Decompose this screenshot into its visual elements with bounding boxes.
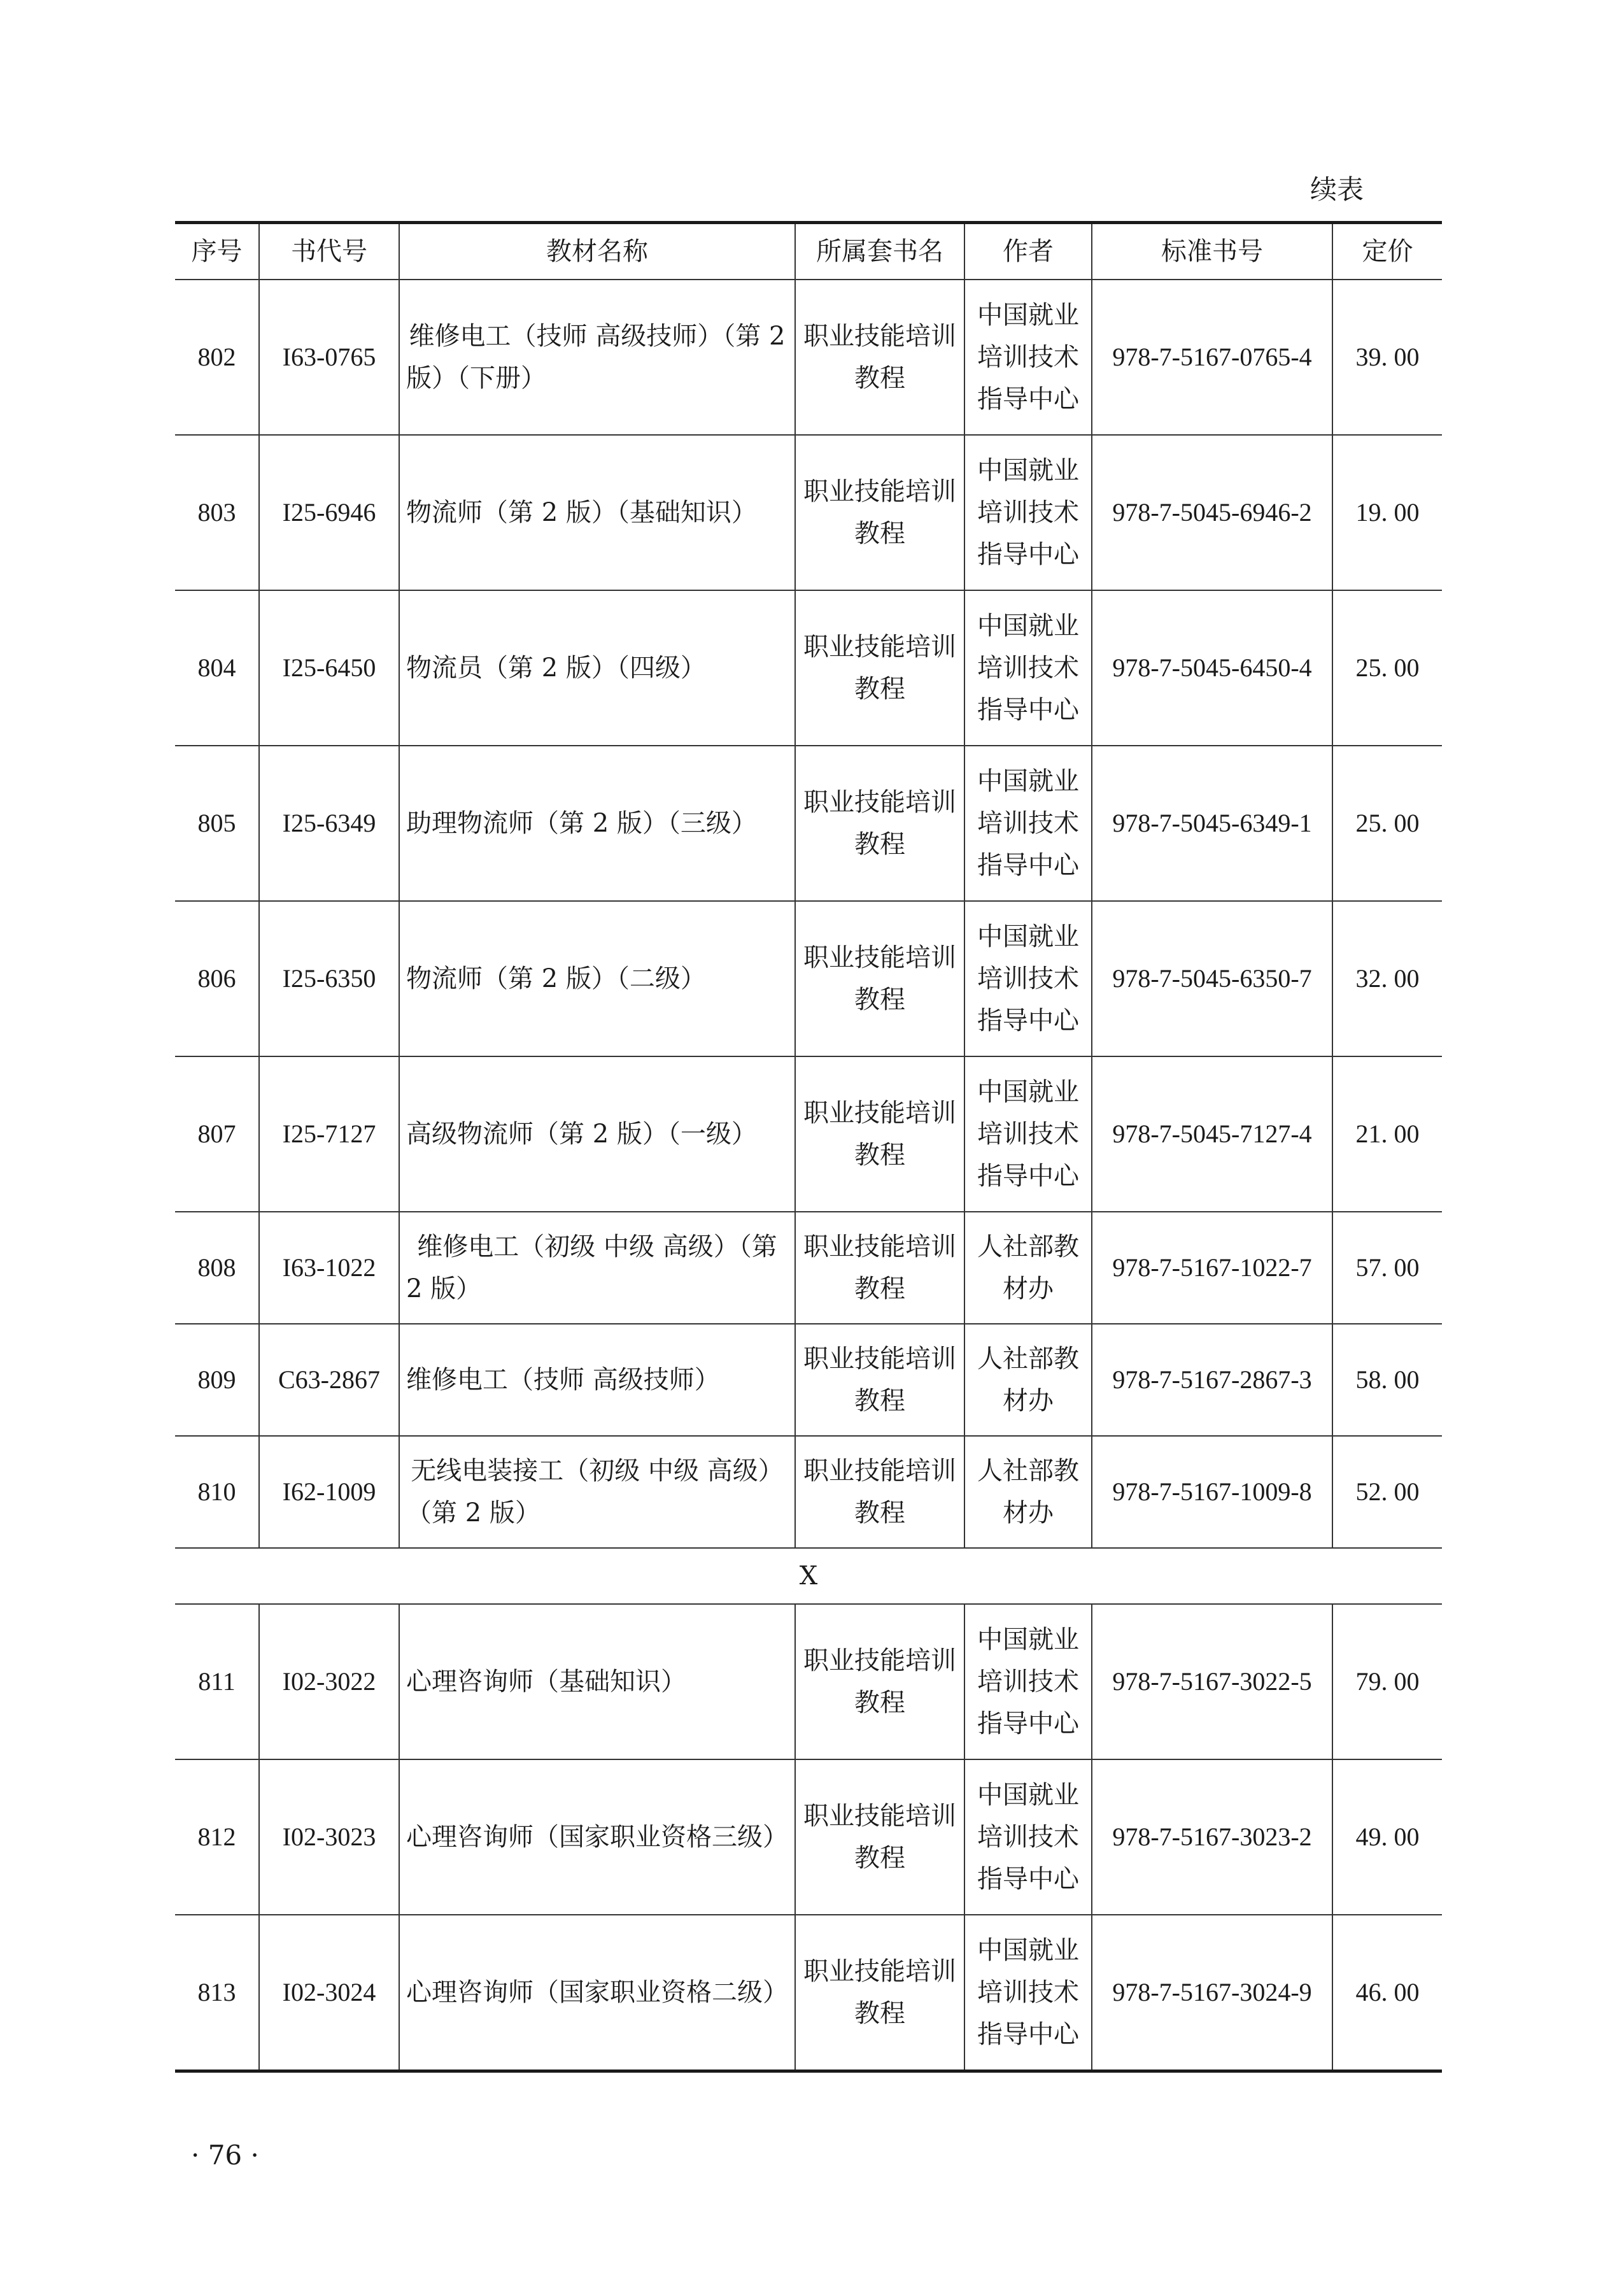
serial-cell: 807: [175, 1056, 259, 1212]
book-code-cell: I25-7127: [259, 1056, 399, 1212]
header-title: 教材名称: [399, 223, 795, 280]
series-cell: 职业技能培训教程: [795, 590, 964, 746]
title-cell: 无线电装接工（初级 中级 高级）（第 2 版）: [399, 1436, 795, 1548]
isbn-cell: 978-7-5045-7127-4: [1092, 1056, 1332, 1212]
title-cell: 心理咨询师（基础知识）: [399, 1604, 795, 1759]
serial-cell: 802: [175, 280, 259, 435]
table-row: [175, 1212, 1442, 1324]
series-cell: 职业技能培训教程: [795, 1915, 964, 2071]
table-row: [175, 1759, 1442, 1915]
table-row: [175, 1436, 1442, 1548]
table-row: [175, 746, 1442, 901]
book-code-cell: I63-1022: [259, 1212, 399, 1324]
series-cell: 职业技能培训教程: [795, 1324, 964, 1436]
series-cell: 职业技能培训教程: [795, 1759, 964, 1915]
price-cell: 58. 00: [1332, 1324, 1442, 1436]
serial-cell: 804: [175, 590, 259, 746]
table-row: [175, 1324, 1442, 1436]
title-cell: 物流师（第 2 版）（二级）: [399, 901, 795, 1056]
textbook-catalog-table: [175, 221, 1442, 2073]
price-cell: 39. 00: [1332, 280, 1442, 435]
series-cell: 职业技能培训教程: [795, 1056, 964, 1212]
price-cell: 32. 00: [1332, 901, 1442, 1056]
isbn-cell: 978-7-5045-6349-1: [1092, 746, 1332, 901]
isbn-cell: 978-7-5167-3022-5: [1092, 1604, 1332, 1759]
section-row: [175, 1548, 1442, 1604]
serial-cell: 811: [175, 1604, 259, 1759]
serial-cell: 812: [175, 1759, 259, 1915]
rows-group-top: [175, 280, 1442, 1548]
header-serial: 序号: [175, 223, 259, 280]
header-isbn: 标准书号: [1092, 223, 1332, 280]
isbn-cell: 978-7-5045-6450-4: [1092, 590, 1332, 746]
author-cell: 中国就业培训技术指导中心: [964, 435, 1092, 590]
title-cell: 维修电工（技师 高级技师）: [399, 1324, 795, 1436]
table-row: [175, 901, 1442, 1056]
table-row: [175, 280, 1442, 435]
author-cell: 中国就业培训技术指导中心: [964, 746, 1092, 901]
author-cell: 人社部教材办: [964, 1212, 1092, 1324]
book-code-cell: C63-2867: [259, 1324, 399, 1436]
author-cell: 中国就业培训技术指导中心: [964, 901, 1092, 1056]
series-cell: 职业技能培训教程: [795, 435, 964, 590]
title-cell: 物流员（第 2 版）（四级）: [399, 590, 795, 746]
rows-group-bottom: [175, 1604, 1442, 2071]
title-cell: 高级物流师（第 2 版）（一级）: [399, 1056, 795, 1212]
header-book-code: 书代号: [259, 223, 399, 280]
author-cell: 中国就业培训技术指导中心: [964, 590, 1092, 746]
price-cell: 46. 00: [1332, 1915, 1442, 2071]
author-cell: 中国就业培训技术指导中心: [964, 1915, 1092, 2071]
section-letter: X: [175, 1548, 1442, 1604]
book-code-cell: I62-1009: [259, 1436, 399, 1548]
price-cell: 52. 00: [1332, 1436, 1442, 1548]
book-code-cell: I25-6350: [259, 901, 399, 1056]
table-row: [175, 435, 1442, 590]
series-cell: 职业技能培训教程: [795, 746, 964, 901]
header-price: 定价: [1332, 223, 1442, 280]
book-code-cell: I63-0765: [259, 280, 399, 435]
price-cell: 49. 00: [1332, 1759, 1442, 1915]
series-cell: 职业技能培训教程: [795, 1604, 964, 1759]
isbn-cell: 978-7-5167-1009-8: [1092, 1436, 1332, 1548]
price-cell: 19. 00: [1332, 435, 1442, 590]
book-code-cell: I25-6349: [259, 746, 399, 901]
table-row: [175, 590, 1442, 746]
serial-cell: 808: [175, 1212, 259, 1324]
price-cell: 79. 00: [1332, 1604, 1442, 1759]
serial-cell: 809: [175, 1324, 259, 1436]
price-cell: 57. 00: [1332, 1212, 1442, 1324]
table-row: [175, 1056, 1442, 1212]
series-cell: 职业技能培训教程: [795, 1212, 964, 1324]
continued-label: 续表: [1310, 174, 1364, 205]
author-cell: 中国就业培训技术指导中心: [964, 1056, 1092, 1212]
title-cell: 心理咨询师（国家职业资格二级）: [399, 1915, 795, 2071]
author-cell: 人社部教材办: [964, 1436, 1092, 1548]
table-row: [175, 1915, 1442, 2071]
table-row: [175, 1604, 1442, 1759]
title-cell: 心理咨询师（国家职业资格三级）: [399, 1759, 795, 1915]
author-cell: 中国就业培训技术指导中心: [964, 280, 1092, 435]
isbn-cell: 978-7-5167-0765-4: [1092, 280, 1332, 435]
book-code-cell: I02-3024: [259, 1915, 399, 2071]
title-cell: 维修电工（技师 高级技师）（第 2 版）（下册）: [399, 280, 795, 435]
series-cell: 职业技能培训教程: [795, 1436, 964, 1548]
isbn-cell: 978-7-5167-3024-9: [1092, 1915, 1332, 2071]
header-author: 作者: [964, 223, 1092, 280]
book-code-cell: I02-3023: [259, 1759, 399, 1915]
serial-cell: 810: [175, 1436, 259, 1548]
isbn-cell: 978-7-5167-1022-7: [1092, 1212, 1332, 1324]
header-series: 所属套书名: [795, 223, 964, 280]
title-cell: 物流师（第 2 版）（基础知识）: [399, 435, 795, 590]
price-cell: 25. 00: [1332, 590, 1442, 746]
isbn-cell: 978-7-5167-2867-3: [1092, 1324, 1332, 1436]
book-code-cell: I25-6450: [259, 590, 399, 746]
isbn-cell: 978-7-5045-6350-7: [1092, 901, 1332, 1056]
price-cell: 25. 00: [1332, 746, 1442, 901]
book-code-cell: I02-3022: [259, 1604, 399, 1759]
isbn-cell: 978-7-5167-3023-2: [1092, 1759, 1332, 1915]
book-code-cell: I25-6946: [259, 435, 399, 590]
header-row: [175, 223, 1442, 280]
title-cell: 助理物流师（第 2 版）（三级）: [399, 746, 795, 901]
series-cell: 职业技能培训教程: [795, 901, 964, 1056]
serial-cell: 803: [175, 435, 259, 590]
series-cell: 职业技能培训教程: [795, 280, 964, 435]
serial-cell: 806: [175, 901, 259, 1056]
serial-cell: 813: [175, 1915, 259, 2071]
page-number: · 76 ·: [191, 2140, 259, 2171]
author-cell: 中国就业培训技术指导中心: [964, 1759, 1092, 1915]
title-cell: 维修电工（初级 中级 高级）（第 2 版）: [399, 1212, 795, 1324]
price-cell: 21. 00: [1332, 1056, 1442, 1212]
author-cell: 人社部教材办: [964, 1324, 1092, 1436]
author-cell: 中国就业培训技术指导中心: [964, 1604, 1092, 1759]
isbn-cell: 978-7-5045-6946-2: [1092, 435, 1332, 590]
serial-cell: 805: [175, 746, 259, 901]
section-divider: [175, 1548, 1442, 1604]
